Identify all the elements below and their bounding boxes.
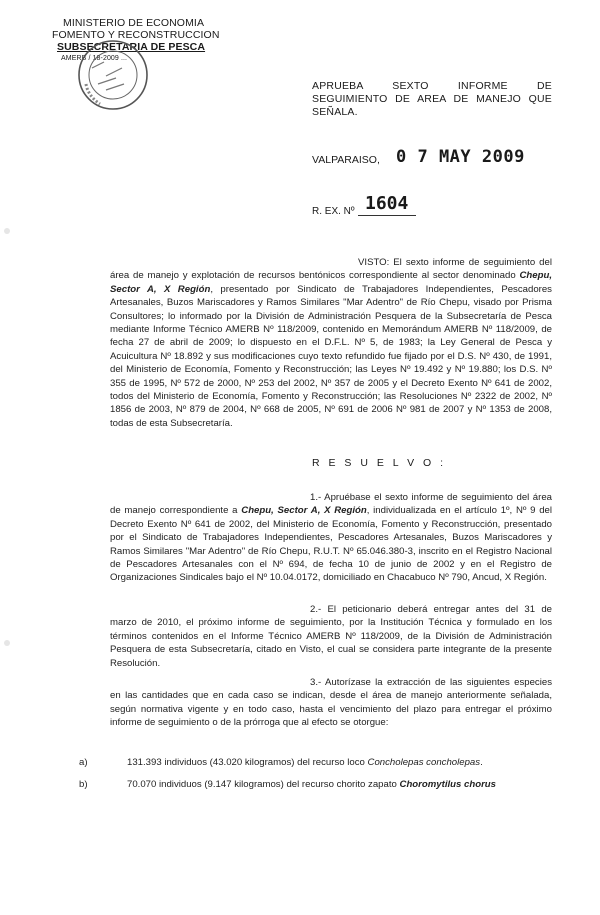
article-2: 2.- El peticionario deberá entregar antes del 31 de marzo de 2010, el próximo informe de seguimiento, por la Institución Técnica y formulado en los términos contenidos en el Informe Técnico AMERB Nº 118/2009, de la División de Administración Pesquera de esta Subsecretaría, citado en Visto, el cual se considera parte integrante de la presente Resolución. xyxy=(110,604,552,669)
item-b-letter: b) xyxy=(79,779,88,790)
item-a-text: 131.393 individuos (43.020 kilogramos) del recurso loco xyxy=(127,757,368,768)
article-3: 3.- Autorízase la extracción de las siguientes especies en las cantidades que en cada caso se indican, desde el área de manejo anteriormente señalada, según normativa vigente y en todo caso, hasta el vencimiento del plazo para entregar el próximo informe de seguimiento o de la prórroga que al efecto se otorgue: xyxy=(110,677,552,729)
office-stamp xyxy=(76,38,150,112)
item-a-end: . xyxy=(480,757,483,768)
vistos-text-1: VISTO: El sexto informe de seguimiento del área de manejo y explotación de recursos bentónicos correspondiente al sector denominado xyxy=(110,257,552,282)
punch-hole xyxy=(4,640,10,646)
resuelvo-heading: R E S U E L V O : xyxy=(312,457,447,469)
article-1-text-b: , individualizada en el artículo 1º, Nº 9 del Decreto Exento Nº 641 de 2002, del Ministerio de Economía, Fomento y Reconstrucción, presentado por el Sindicato de Trabajadores Independientes, Pescadores Artesanales, Buzos Mariscadores y Ramos Similares "Mar Adentro" de Río Chepu, R.U.T. Nº 65.046.380-3, inscrito en el Registro Nacional de Pescadores Artesanales con el Nº 694, de fecha 10 de junio de 2002 y en el Registro de Organizaciones Sindicales bajo el Nº 10.04.0172, domiciliado en Chacabuco Nº 790, Ancud, X Región. xyxy=(110,505,552,584)
vistos-paragraph xyxy=(110,256,552,430)
resolution-subject: APRUEBA SEXTO INFORME DE SEGUIMIENTO DE AREA DE MANEJO QUE SEÑALA. xyxy=(312,80,552,118)
vistos-text-2: , presentado por Sindicato de Trabajadores Independientes, Pescadores Artesanales, Buzos Mariscadores y Ramos Similares "Mar Adentro" de Río Chepu, visado por Prisma Consultores; lo informado por la División de Administración Pesquera de la Subsecretaría de Pesca mediante Informe Técnico AMERB Nº 118/2009, contenido en Memorándum AMERB Nº 118/2009, de fecha 27 de abril de 2009; lo dispuesto en el D.F.L. Nº 5, de 1983; la Ley General de Pesca y Acuicultura Nº 18.892 y sus modificaciones cuyo texto refundido fue fijado por el D.S. Nº 430, de 1991, del Ministerio de Economía, Fomento y Reconstrucción; las Leyes Nº 19.492 y Nº 19.880; los D.S. Nº 355 de 1995, Nº 572 de 2000, Nº 253 del 2002, Nº 357 de 2005 y el Decreto Exento Nº 641 de 2002, todos del Ministerio de Economía, Fomento y Reconstrucción; las Resoluciones Nº 2322 de 2002, Nº 1856 de 2003, Nº 879 de 2004, Nº 668 de 2005, Nº 691 de 2006 Nº 981 de 2007 y Nº 1353 de 2008, todas de esta Subsecretaría. xyxy=(110,283,552,429)
header-ministry: MINISTERIO DE ECONOMIA xyxy=(63,17,205,29)
article-1-text-a: 1.- Apruébase el sexto informe de seguimiento del área de manejo correspondiente a xyxy=(110,492,552,517)
date-stamp: 0 7 MAY 2009 xyxy=(396,147,525,167)
item-b xyxy=(127,778,496,791)
item-a xyxy=(127,756,483,769)
place-label: VALPARAISO, xyxy=(312,154,380,166)
item-a-letter: a) xyxy=(79,757,88,768)
resolution-underline xyxy=(358,215,416,216)
article-1 xyxy=(110,491,552,585)
article-1-sector: Chepu, Sector A, X Región xyxy=(241,505,367,517)
sector-name: Chepu, Sector A, X Región xyxy=(110,270,552,295)
header-reference: AMERB / 18-2009 ... xyxy=(61,55,128,62)
item-a-species: Concholepas concholepas xyxy=(367,757,481,768)
resolution-number: 1604 xyxy=(365,193,409,214)
resolution-label: R. EX. Nº xyxy=(312,206,355,217)
item-b-species: Choromytilus chorus xyxy=(399,779,496,790)
header-department: FOMENTO Y RECONSTRUCCION xyxy=(52,29,220,41)
header-subsecretaria: SUBSECRETARIA DE PESCA xyxy=(57,41,206,53)
punch-hole xyxy=(4,228,10,234)
item-b-text: 70.070 individuos (9.147 kilogramos) del recurso chorito zapato xyxy=(127,779,400,790)
